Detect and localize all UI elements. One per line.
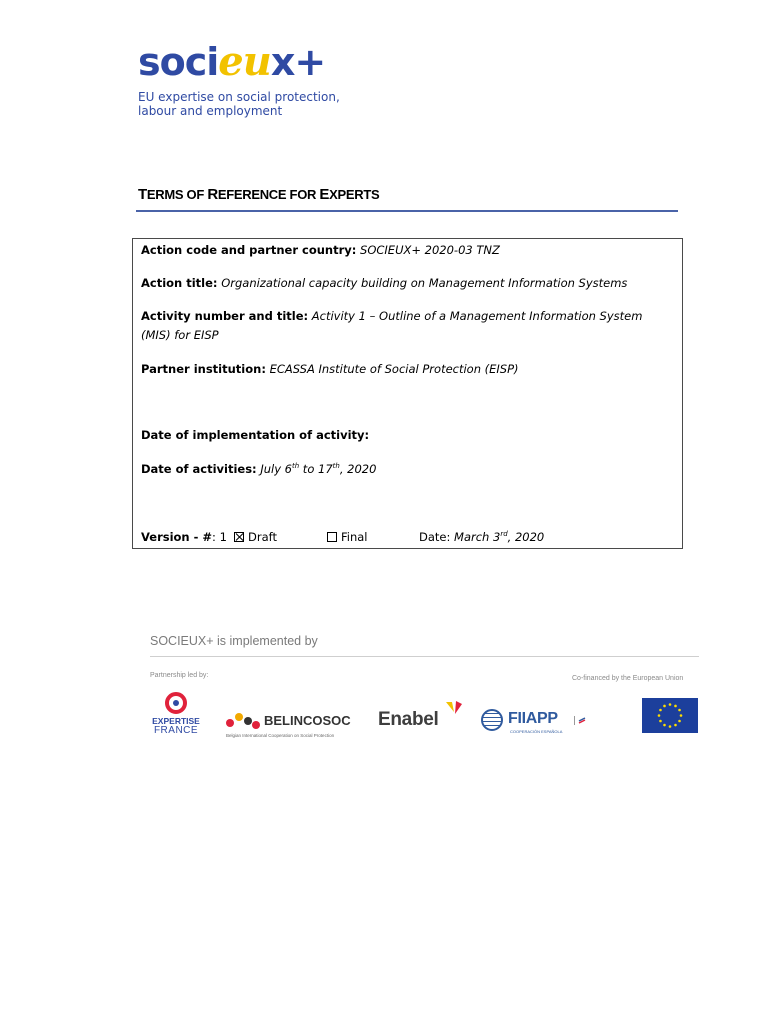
activity-info-box (132, 238, 683, 549)
title-part: ERMS OF (146, 187, 208, 202)
footer-divider (150, 656, 699, 657)
implementation-row (141, 426, 369, 445)
version-value: : 1 (212, 530, 227, 544)
eu-star (678, 720, 681, 723)
logo-word-end: x+ (270, 40, 326, 84)
dates-value (260, 462, 376, 476)
eu-star (659, 709, 662, 712)
title-part: EFERENCE FOR (217, 187, 320, 202)
date-part: March 3 (454, 530, 501, 544)
eu-star (658, 714, 661, 717)
expertise-france-text-2: FRANCE (153, 725, 199, 736)
partner-label: Partner institution: (141, 362, 266, 376)
dates-part: July 6 (260, 462, 292, 476)
version-label: Version - # (141, 530, 213, 544)
implemented-by-heading: SOCIEUX+ is implemented by (150, 634, 318, 648)
title-part: R (207, 186, 218, 203)
document-title (138, 186, 379, 203)
cofinanced-text: Co-financed by the European Union (572, 675, 684, 682)
draft-label: Draft (248, 530, 277, 544)
eu-star (669, 725, 672, 728)
globe-icon (481, 709, 503, 731)
action-title-row (141, 274, 627, 293)
logo-wordmark (138, 38, 326, 85)
activity-value: Activity 1 – Outline of a Management Information System (MIS) for EISP (141, 309, 643, 342)
expertise-france-icon (165, 692, 187, 714)
belincosoc-subtitle: Belgian International Cooperation on Social Protection (226, 733, 335, 738)
action-code-label: Action code and partner country: (141, 243, 357, 257)
expertise-france-logo (150, 692, 202, 736)
dates-part: , 2020 (339, 462, 377, 476)
logo-word-eu: eu (218, 38, 271, 85)
implementation-label: Date of implementation of activity: (141, 428, 370, 442)
dates-row (141, 460, 376, 479)
version-row (141, 528, 681, 547)
final-checkbox[interactable] (327, 532, 337, 542)
action-code-row (141, 241, 500, 260)
title-part: E (319, 186, 330, 203)
fiiapp-name: FIIAPP (508, 710, 558, 727)
activity-row (141, 307, 673, 345)
eu-star (663, 705, 666, 708)
dates-sup: th (332, 462, 340, 471)
action-title-label: Action title: (141, 276, 218, 290)
draft-checkbox[interactable] (234, 532, 244, 542)
partner-row (141, 360, 519, 379)
title-underline (136, 210, 678, 212)
logo-tagline: EU expertise on social protection, labour and employment (138, 90, 340, 118)
final-option[interactable] (327, 528, 368, 547)
eu-star (669, 703, 672, 706)
eu-star (659, 720, 662, 723)
eu-flag-icon (642, 698, 698, 733)
partnership-led-by: Partnership led by: (150, 672, 209, 679)
expertise-france-text-1: EXPERTISE (152, 716, 200, 726)
cooperacion-icon (574, 716, 589, 725)
date-sup: rd (500, 530, 508, 539)
dates-part: to 17 (299, 462, 333, 476)
action-code-value: SOCIEUX+ 2020-03 TNZ (360, 243, 500, 257)
date-label: Date: (419, 530, 451, 544)
enabel-mark-icon (444, 700, 464, 716)
eu-star (678, 709, 681, 712)
date-part: , 2020 (507, 530, 545, 544)
belincosoc-name: BELINCOSOC (264, 713, 351, 728)
socieux-logo (138, 38, 326, 85)
dates-label: Date of activities: (141, 462, 257, 476)
people-icon (226, 711, 260, 731)
logo-word-start: soci (138, 40, 219, 84)
dates-sup: th (291, 462, 300, 471)
eu-star (680, 714, 683, 717)
eu-star (674, 705, 677, 708)
fiiapp-subtitle: COOPERACIÓN ESPAÑOLA (510, 729, 563, 734)
date-value (454, 530, 544, 544)
title-part: T (138, 186, 147, 203)
draft-option[interactable] (234, 528, 277, 547)
final-label: Final (341, 530, 368, 544)
activity-label: Activity number and title: (141, 309, 309, 323)
eu-star (663, 724, 666, 727)
partner-value: ECASSA Institute of Social Protection (EISP) (269, 362, 519, 376)
action-title-value: Organizational capacity building on Management Information Systems (221, 276, 628, 290)
title-part: XPERTS (329, 187, 380, 202)
eu-star (674, 724, 677, 727)
enabel-logo: Enabel (378, 709, 439, 730)
version-date (419, 528, 544, 547)
